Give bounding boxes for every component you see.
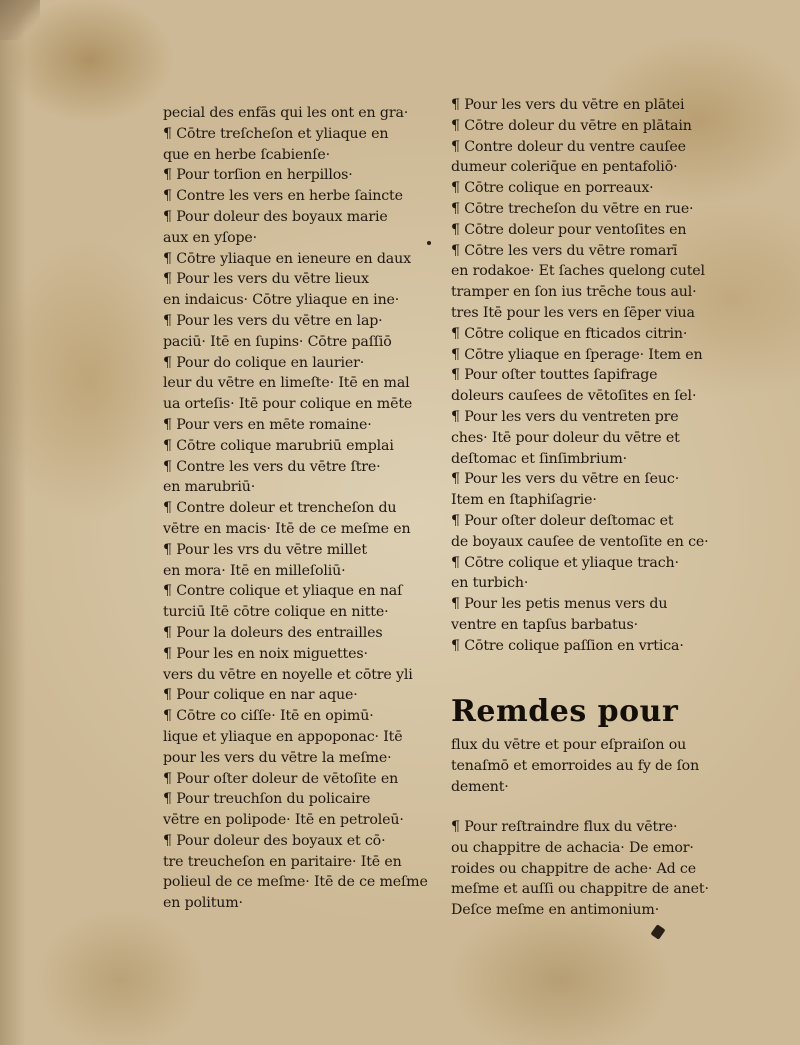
text-line: ¶ Cōtre treſcheſon et yliaque en — [163, 125, 389, 142]
text-line: ches· Itē pour doleur du vētre et — [451, 429, 680, 446]
text-line: pour les vers du vētre la meſme· — [163, 749, 392, 766]
text-line: leur du vētre en limeſte· Itē en mal — [163, 375, 410, 392]
text-line: doleurs cauſees de vētoſites en ſel· — [451, 388, 697, 405]
ink-mark — [650, 924, 665, 940]
text-line: ¶ Cōtre colique paſſion en vrtica· — [451, 637, 684, 654]
text-line: ¶ Cōtre doleur du vētre en plātain — [451, 117, 692, 134]
text-line: ¶ Contre doleur et trencheſon du — [163, 500, 397, 517]
text-line: vers du vētre en noyelle et cōtre yli — [163, 666, 413, 683]
text-line: tres Itē pour les vers en ſēper viua — [451, 304, 695, 321]
left-text-column — [163, 103, 428, 914]
text-line: ¶ Pour do colique en laurier· — [163, 354, 365, 371]
text-line: ¶ Pour treuchſon du policaire — [163, 791, 371, 808]
right-text-column — [451, 95, 717, 657]
text-line: ¶ Pour les vers du vētre en plātei — [451, 97, 685, 113]
text-line: ¶ Pour oſter touttes ſapifrage — [451, 367, 658, 384]
heading-continuation — [451, 735, 717, 797]
text-line: ¶ Cōtre colique en fticados citrin· — [451, 325, 688, 342]
text-line: ventre en tapſus barbatus· — [451, 616, 638, 633]
text-line: ¶ Cōtre colique et yliaque trach· — [451, 554, 679, 571]
text-line: meſme et auſſi ou chappitre de anet· — [451, 881, 709, 898]
text-line: en turbich· — [451, 575, 529, 592]
text-line: de boyaux cauſee de ventoſite en ce· — [451, 533, 709, 550]
text-line: ¶ Cōtre les vers du vētre romarī — [451, 242, 678, 259]
text-line: ¶ Pour reſtraindre flux du vētre· — [451, 819, 678, 835]
text-line: deſtomac et ſinſimbrium· — [451, 450, 628, 467]
text-line: ¶ Pour vers en mēte romaine· — [163, 416, 372, 433]
text-line: ¶ Pour doleur des boyaux marie — [163, 208, 388, 225]
text-line: ¶ Cōtre colique marubriū emplai — [163, 437, 394, 454]
text-line: polieul de ce meſme· Itē de ce meſme — [163, 874, 428, 891]
text-line: ¶ Cōtre colique en porreaux· — [451, 180, 654, 197]
text-line: ¶ Pour les en noix miguettes· — [163, 645, 368, 662]
text-line: ¶ Cōtre co ciſſe· Itē en opimū· — [163, 708, 374, 725]
text-line: ¶ Cōtre yliaque en ieneure en daux — [163, 250, 411, 267]
text-line: lique et yliaque en appoponac· Itē — [163, 728, 403, 745]
text-line: ou chappitre de achacia· De emor· — [451, 839, 694, 856]
text-line: en politum· — [163, 895, 243, 912]
text-line: tramper en ſon ius trēche tous aul· — [451, 284, 697, 301]
text-line: ¶ Cōtre trecheſon du vētre en rue· — [451, 200, 694, 217]
text-line: ¶ Cōtre yliaque en ſperage· Item en — [451, 346, 703, 363]
text-line: ¶ Pour les vers du ventreten pre — [451, 408, 679, 425]
text-line: ¶ Pour torſion en herpillos· — [163, 167, 353, 184]
text-line: roides ou chappitre de ache· Ad ce — [451, 860, 696, 877]
text-line: ¶ Cōtre doleur pour ventoſites en — [451, 221, 687, 238]
text-line: en indaicus· Cōtre yliaque en ine· — [163, 292, 400, 309]
text-line: ¶ Contre les vers en herbe ſaincte — [163, 188, 403, 205]
text-line: aux en yſope· — [163, 229, 257, 246]
text-line: ¶ Contre doleur du ventre cauſee — [451, 138, 686, 155]
text-line: flux du vētre et pour eſpraiſon ou — [451, 737, 687, 753]
section-heading: Remdes pour — [451, 694, 679, 729]
text-line: vētre en polipode· Itē en petroleū· — [163, 812, 404, 829]
text-line: ¶ Pour les petis menus vers du — [451, 596, 668, 613]
text-line: Deſce meſme en antimonium· — [451, 902, 660, 919]
text-line: dement· — [451, 778, 509, 795]
text-line: ¶ Pour doleur des boyaux et cō· — [163, 832, 386, 849]
text-line: paciū· Itē en ſupins· Cōtre paſſiō — [163, 333, 392, 350]
text-line: ua orteſis· Itē pour colique en mēte — [163, 396, 413, 413]
corner-damage — [0, 0, 40, 40]
text-line: en rodakoe· Et ſaches quelong cutel — [451, 263, 705, 280]
binding-shadow — [0, 0, 26, 1045]
text-line: ¶ Pour les vers du vētre en ſeuc· — [451, 471, 680, 488]
text-line: ¶ Pour les vers du vētre en lap· — [163, 312, 383, 329]
text-line: Item en ſtaphiſagrie· — [451, 492, 597, 509]
text-line: en mora· Itē en milleſoliū· — [163, 562, 346, 579]
text-line: pecial des enfās qui les ont en gra· — [163, 105, 409, 121]
text-line: que en herbe ſcabienſe· — [163, 146, 330, 163]
text-line: ¶ Pour oſter doleur deſtomac et — [451, 512, 674, 529]
text-line: ¶ Pour la doleurs des entrailles — [163, 624, 383, 641]
text-line: en marubriū· — [163, 479, 256, 496]
final-paragraph — [451, 817, 717, 921]
text-line: ¶ Pour colique en nar aque· — [163, 687, 358, 704]
text-line: ¶ Pour les vrs du vētre millet — [163, 541, 367, 558]
text-line: ¶ Pour les vers du vētre lieux — [163, 271, 369, 288]
text-line: ¶ Pour oſter doleur de vētoſite en — [163, 770, 399, 787]
text-line: tre treucheſon en paritaire· Itē en — [163, 853, 402, 870]
text-line: ¶ Contre les vers du vētre ſtre· — [163, 458, 381, 475]
ink-spot — [427, 241, 431, 245]
text-line: ¶ Contre colique et yliaque en naſ — [163, 583, 403, 600]
text-line: dumeur coleriq̄ue en pentafoliō· — [451, 159, 678, 176]
text-line: vētre en macis· Itē de ce meſme en — [163, 520, 411, 537]
text-line: turciū Itē cōtre colique en nitte· — [163, 604, 389, 621]
text-line: tenaſmō et emorroides au fy de ſon — [451, 757, 700, 774]
